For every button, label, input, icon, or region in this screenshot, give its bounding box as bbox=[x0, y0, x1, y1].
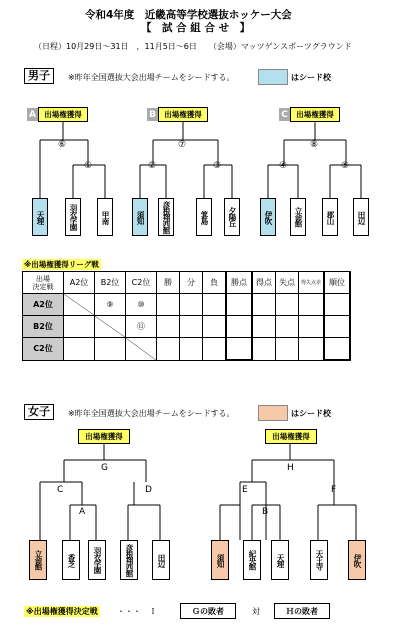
girls-qual-right: 出場権獲得 bbox=[265, 429, 317, 444]
col-header: B2位 bbox=[95, 272, 126, 294]
group-c-letter: C bbox=[279, 108, 290, 121]
boys-seed-label: はシード校 bbox=[291, 73, 331, 82]
team-box: 伊吹 bbox=[348, 540, 366, 580]
schedule-line: （日程）10月29日～31日 ，11月5日～6日 （会場）マッツゲンスポーツグラウンド bbox=[34, 42, 352, 51]
col-header: A2位 bbox=[64, 272, 95, 294]
match-5: ⑤ bbox=[341, 161, 350, 171]
group-b-qual-box: 出場権獲得 bbox=[158, 107, 208, 122]
col-header: 勝点 bbox=[226, 272, 252, 294]
team-box: 須知 bbox=[211, 540, 229, 580]
col-header: 勝 bbox=[157, 272, 180, 294]
col-header: 得点 bbox=[252, 272, 276, 294]
boys-seed-note: ※昨年全国選抜大会出場チームをシードする。 bbox=[68, 73, 235, 82]
page-title: 令和4年度 近畿高等学校選抜ホッケー大会 bbox=[85, 9, 292, 21]
team-box: 天理 bbox=[271, 540, 289, 580]
match-1: ① bbox=[84, 161, 93, 171]
girls-section-label: 女子 bbox=[24, 404, 54, 420]
league-cell bbox=[64, 338, 95, 361]
match-4: ④ bbox=[279, 161, 288, 171]
match-b: B bbox=[262, 507, 269, 517]
league-cell bbox=[126, 338, 157, 361]
col-header: C2位 bbox=[126, 272, 157, 294]
playoff-dots: ・・・ Ｉ bbox=[117, 607, 157, 616]
match-2: ② bbox=[148, 161, 157, 171]
group-a-qual-box: 出場権獲得 bbox=[38, 107, 88, 122]
league-cell bbox=[64, 294, 95, 316]
team-box: 田辺 bbox=[152, 540, 170, 580]
match-g: G bbox=[101, 463, 108, 473]
team-box: 田辺 bbox=[353, 198, 369, 236]
col-header: 順位 bbox=[324, 272, 350, 294]
league-table bbox=[22, 271, 351, 361]
team-box: 甲南 bbox=[97, 198, 113, 236]
league-cell: ⑨ bbox=[95, 294, 126, 316]
col-header: 分 bbox=[180, 272, 203, 294]
boys-section-label: 男子 bbox=[24, 68, 54, 84]
team-box: 羽衣学園 bbox=[88, 540, 106, 580]
match-6: ⑥ bbox=[58, 140, 67, 150]
team-box: 須知 bbox=[132, 198, 148, 236]
match-8: ⑧ bbox=[310, 140, 319, 150]
team-box: 羽衣学園 bbox=[65, 198, 81, 236]
group-a-letter: A bbox=[27, 108, 38, 121]
girls-seed-label: はシード校 bbox=[291, 409, 331, 418]
league-corner bbox=[23, 272, 64, 294]
team-box: 郡山 bbox=[322, 198, 338, 236]
match-d: D bbox=[145, 485, 152, 495]
match-3: ③ bbox=[213, 161, 222, 171]
col-header: 失点 bbox=[276, 272, 299, 294]
league-cell bbox=[64, 316, 95, 338]
col-header: 負 bbox=[203, 272, 227, 294]
league-cell: ⑪ bbox=[126, 316, 157, 338]
playoff-left-box: Ｇの敗者 bbox=[180, 603, 236, 619]
corner-bottom: 決定戦 bbox=[32, 282, 54, 291]
group-b-letter: B bbox=[147, 108, 158, 121]
team-box: 立命館 bbox=[29, 540, 47, 580]
league-cell bbox=[95, 338, 126, 361]
match-c: C bbox=[57, 485, 64, 495]
league-cell bbox=[95, 316, 126, 338]
team-box: 紀央館 bbox=[243, 540, 261, 580]
match-f: F bbox=[331, 485, 337, 495]
playoff-vs: 対 bbox=[252, 607, 260, 616]
team-box: 天王寺 bbox=[310, 540, 328, 580]
team-box: 彦根翔西館 bbox=[158, 198, 174, 236]
playoff-label: ※出場権獲得決定戦 bbox=[26, 607, 98, 616]
girls-seed-note: ※昨年全国選抜大会出場チームをシードする。 bbox=[68, 409, 235, 418]
row-header: C2位 bbox=[23, 338, 64, 361]
team-box: 彦根翔西館 bbox=[120, 540, 138, 580]
row-header: B2位 bbox=[23, 316, 64, 338]
col-header: 得失点差 bbox=[299, 272, 325, 294]
team-box: 香芝 bbox=[62, 540, 80, 580]
playoff-right-box: Ｈの敗者 bbox=[274, 603, 330, 619]
group-c-qual-box: 出場権獲得 bbox=[290, 107, 340, 122]
team-box: 夕陽丘 bbox=[224, 198, 240, 236]
match-7: ⑦ bbox=[178, 140, 187, 150]
girls-qual-left: 出場権獲得 bbox=[78, 429, 130, 444]
league-cell: ⑩ bbox=[126, 294, 157, 316]
row-header: A2位 bbox=[23, 294, 64, 316]
corner-top: 出場 bbox=[36, 274, 50, 283]
team-box: 天理 bbox=[32, 198, 48, 236]
league-label: ※出場権獲得リーグ戦 bbox=[24, 260, 99, 269]
match-a: A bbox=[79, 507, 86, 517]
team-box: 箕島 bbox=[196, 198, 212, 236]
team-box: 立命館 bbox=[290, 198, 306, 236]
page-subtitle: 【 試 合 組 合 せ 】 bbox=[141, 22, 251, 34]
match-e: E bbox=[242, 485, 248, 495]
match-h: H bbox=[287, 463, 294, 473]
girls-seed-swatch bbox=[258, 405, 288, 421]
team-box: 伊吹 bbox=[260, 198, 276, 236]
